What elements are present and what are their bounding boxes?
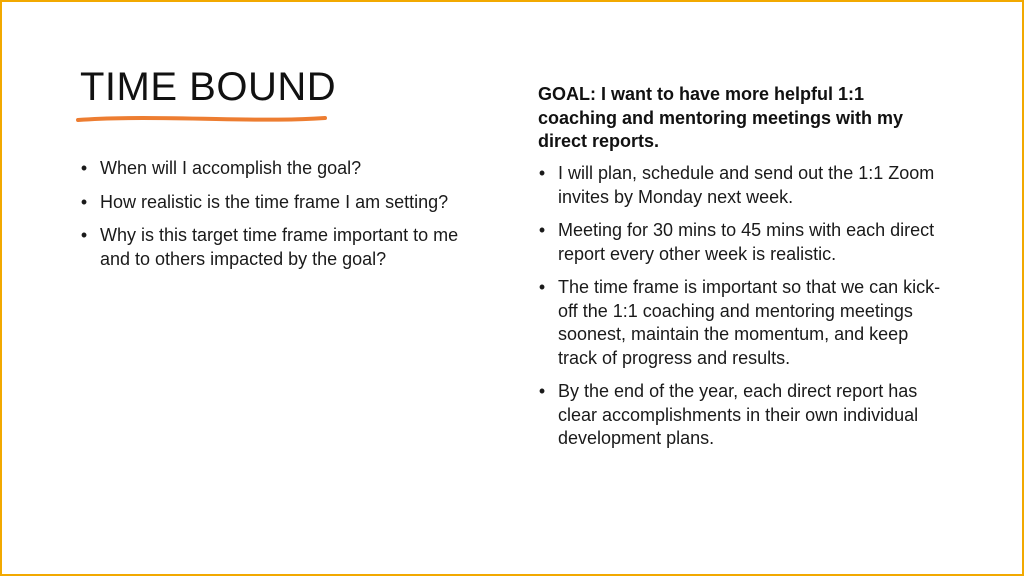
title-underline bbox=[76, 112, 328, 126]
goal-heading: GOAL: I want to have more helpful 1:1 coaching and mentoring meetings with my direct reports. bbox=[538, 84, 904, 151]
bullet-icon: • bbox=[80, 225, 88, 245]
bullet-icon: • bbox=[80, 191, 88, 212]
bullet-text: Meeting for 30 mins to 45 mins with each direct report every other week is realistic. bbox=[558, 220, 935, 264]
list-item bbox=[78, 191, 478, 215]
bullet-icon: • bbox=[538, 220, 546, 240]
bullet-text: When will I accomplish the goal? bbox=[100, 158, 362, 178]
list-item bbox=[536, 380, 946, 451]
bullet-text: How realistic is the time frame I am setting? bbox=[100, 191, 449, 212]
right-bullet-list bbox=[536, 162, 946, 461]
list-item bbox=[78, 157, 478, 181]
slide-title: TIME BOUND bbox=[80, 65, 337, 109]
list-item bbox=[536, 219, 946, 266]
bullet-icon: • bbox=[538, 163, 546, 183]
bullet-text: Why is this target time frame important to me and to others impacted by the goal? bbox=[100, 225, 459, 269]
bullet-icon: • bbox=[538, 381, 546, 401]
bullet-text: I will plan, schedule and send out the 1:1 Zoom invites by Monday next week. bbox=[558, 163, 935, 207]
bullet-icon: • bbox=[80, 158, 88, 178]
bullet-text: The time frame is important so that we can kick-off the 1:1 coaching and mentoring meetings soonest, maintain the momentum, and keep track of progress and results. bbox=[558, 277, 941, 368]
list-item bbox=[536, 276, 946, 370]
list-item bbox=[78, 224, 478, 271]
bullet-icon: • bbox=[538, 277, 546, 297]
bullet-text: By the end of the year, each direct report has clear accomplishments in their own individual development plans. bbox=[558, 381, 919, 448]
left-bullet-list bbox=[78, 157, 478, 281]
list-item bbox=[536, 162, 946, 209]
